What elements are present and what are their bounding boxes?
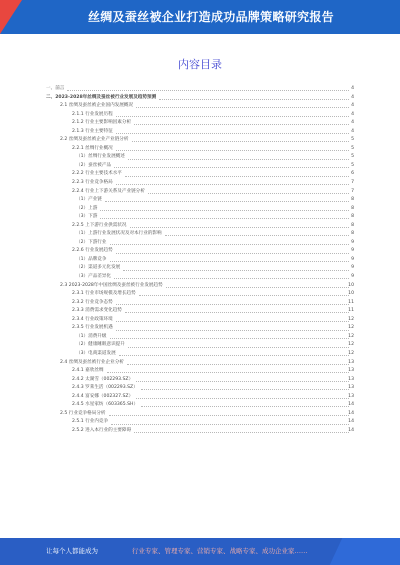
toc-entry[interactable]: [46, 196, 354, 205]
toc-leader-dots: [110, 338, 349, 339]
toc-entry-text: 2.3.5 行业发展机遇: [72, 325, 113, 331]
toc-page-number: 12: [348, 333, 354, 339]
toc-entry[interactable]: [46, 247, 354, 256]
toc-entry[interactable]: [46, 188, 354, 197]
toc-entry-text: （2）下游行业: [76, 239, 107, 245]
toc-page-number: 14: [348, 419, 354, 425]
toc-entry-text: （1）消费升级: [76, 333, 107, 339]
toc-page-number: 6: [351, 171, 354, 177]
toc-leader-dots: [130, 227, 349, 228]
toc-page-number: 5: [351, 154, 354, 160]
toc-entry-text: 2.3.4 行业政策环境: [72, 316, 113, 322]
toc-page-number: 8: [351, 222, 354, 228]
toc-leader-dots: [123, 270, 349, 271]
toc-leader-dots: [100, 210, 349, 211]
toc-page-number: 5: [351, 162, 354, 168]
toc-page-number: 13: [348, 385, 354, 391]
toc-entry-text: 2.4.3 罗莱生活（002293.SZ）: [72, 385, 138, 391]
toc-page-number: 9: [351, 274, 354, 280]
toc-entry-text: 2.3.1 行业市场规模及增长趋势: [72, 291, 136, 297]
toc-entry[interactable]: [46, 316, 354, 325]
toc-entry-text: 2.1 丝绸及蚕丝被企业国内发展概况: [60, 103, 134, 109]
toc-leader-dots: [136, 398, 349, 399]
toc-entry-text: 2.4.1 嘉欣丝绸: [72, 368, 104, 374]
toc-entry[interactable]: [46, 205, 354, 214]
toc-entry[interactable]: [46, 145, 354, 154]
toc-entry-text: （1）上游行业发展状况及对本行业的影响: [76, 231, 162, 237]
toc-entry-text: 2.4.5 水星家纺（603365.SH）: [72, 402, 139, 408]
toc-leader-dots: [116, 184, 349, 185]
toc-entry[interactable]: [46, 290, 354, 299]
toc-page-number: 4: [351, 94, 354, 100]
toc-page-number: 7: [351, 180, 354, 186]
toc-entry-text: （1）产业链: [76, 197, 102, 203]
toc-leader-dots: [109, 415, 349, 416]
toc-page-number: 8: [351, 214, 354, 220]
toc-entry-text: （2）健康睡眠意识提升: [76, 342, 125, 348]
toc-page-number: 14: [348, 410, 354, 416]
toc-page-number: 10: [348, 291, 354, 297]
toc-entry-text: 2.1.3 行业主要特征: [72, 128, 113, 134]
toc-entry-text: 2.2.4 行业上下游关系及产业链分析: [72, 188, 145, 194]
toc-leader-dots: [116, 304, 349, 305]
toc-entry-text: （2）上游: [76, 205, 98, 211]
toc-entry-text: 一、前言: [46, 86, 65, 91]
toc-entry-text: 2.5.1 行业内竞争: [72, 419, 109, 425]
toc-page-number: 4: [351, 103, 354, 109]
toc-entry-text: （1）丝绸行业发展概述: [76, 154, 125, 160]
toc-entry-text: 2.3 2023-2028年中国丝绸及蚕丝被行业发展趋势: [60, 282, 163, 288]
toc-entry[interactable]: [46, 307, 354, 316]
footer-slogan: 让每个人都能成为: [46, 547, 98, 555]
toc-leader-dots: [134, 124, 349, 125]
toc-entry[interactable]: [46, 162, 354, 171]
toc-leader-dots: [100, 218, 349, 219]
toc-entry-text: 2.2 丝绸及蚕丝被企业产业链分析: [60, 137, 129, 143]
toc-entry[interactable]: [46, 418, 354, 427]
toc-leader-dots: [139, 295, 349, 296]
toc-entry[interactable]: [46, 299, 354, 308]
toc-page-number: 12: [348, 316, 354, 322]
toc-entry-text: （1）品牌竞争: [76, 256, 107, 262]
toc-entry[interactable]: [46, 119, 354, 128]
toc-entry[interactable]: [46, 410, 354, 419]
toc-leader-dots: [141, 389, 349, 390]
toc-leader-dots: [105, 201, 349, 202]
toc-entry[interactable]: [46, 153, 354, 162]
toc-entry[interactable]: [46, 102, 354, 111]
toc-page-number: 9: [351, 256, 354, 262]
toc-leader-dots: [110, 261, 349, 262]
toc-page-number: 4: [351, 86, 354, 91]
toc-entry-text: （3）下游: [76, 214, 98, 220]
toc-page-number: 8: [351, 231, 354, 237]
toc-entry[interactable]: [46, 401, 354, 410]
toc-entry[interactable]: [46, 136, 354, 145]
toc-entry[interactable]: [46, 273, 354, 282]
toc-page-number: 9: [351, 265, 354, 271]
toc-page-number: 9: [351, 239, 354, 245]
toc-leader-dots: [125, 176, 349, 177]
toc-leader-dots: [116, 253, 349, 254]
toc-entry-text: 2.2.6 行业发展趋势: [72, 248, 113, 254]
toc-entry[interactable]: [46, 350, 354, 359]
toc-leader-dots: [127, 364, 349, 365]
toc-entry-text: 2.4 丝绸及蚕丝被行业企业分析: [60, 359, 124, 365]
toc-leader-dots: [128, 159, 349, 160]
toc-entry-text: （3）产品差异化: [76, 274, 112, 280]
toc-leader-dots: [165, 235, 349, 236]
toc-page-number: 11: [348, 299, 354, 305]
toc-entry[interactable]: [46, 324, 354, 333]
toc-entry-text: 2.1.1 行业发展历程: [72, 111, 113, 117]
toc-page-number: 14: [348, 402, 354, 408]
toc-leader-dots: [166, 287, 349, 288]
toc-leader-dots: [111, 424, 349, 425]
table-of-contents: [46, 85, 354, 435]
toc-entry-text: （2）蚕丝被产品: [76, 162, 112, 168]
toc-leader-dots: [132, 141, 349, 142]
toc-entry[interactable]: [46, 170, 354, 179]
toc-page-number: 5: [351, 137, 354, 143]
toc-entry[interactable]: [46, 256, 354, 265]
toc-page-number: 8: [351, 205, 354, 211]
toc-leader-dots: [148, 193, 349, 194]
toc-leader-dots: [114, 167, 349, 168]
toc-entry-text: 2.2.5 上下游行业供需状况: [72, 222, 127, 228]
toc-leader-dots: [67, 90, 349, 91]
toc-entry-text: 2.4.2 太湖雪（002293.SZ）: [72, 376, 134, 382]
toc-entry[interactable]: [46, 376, 354, 385]
toc-entry[interactable]: [46, 384, 354, 393]
toc-leader-dots: [116, 150, 349, 151]
toc-entry-text: （2）渠道多元化发展: [76, 265, 121, 271]
toc-entry[interactable]: [46, 94, 354, 103]
toc-page-number: 10: [348, 282, 354, 288]
toc-entry[interactable]: [46, 393, 354, 402]
toc-leader-dots: [119, 355, 349, 356]
toc-leader-dots: [136, 381, 349, 382]
toc-entry[interactable]: [46, 282, 354, 291]
toc-page-number: 12: [348, 350, 354, 356]
toc-entry-text: 2.3.3 消费需求变化趋势: [72, 308, 122, 314]
toc-page-number: 4: [351, 128, 354, 134]
toc-page-number: 8: [351, 197, 354, 203]
toc-leader-dots: [116, 116, 349, 117]
toc-page-number: 11: [348, 308, 354, 314]
toc-entry[interactable]: [46, 333, 354, 342]
toc-entry-text: 2.2.2 行业主要技术水平: [72, 171, 122, 177]
header-red-corner: [0, 0, 22, 34]
footer-stripe: [330, 538, 400, 565]
toc-entry[interactable]: [46, 111, 354, 120]
footer-bar: [0, 538, 400, 565]
toc-page-number: 5: [351, 145, 354, 151]
report-header-bar: [0, 0, 400, 34]
toc-leader-dots: [116, 133, 349, 134]
toc-entry-text: 2.1.2 行业主要影响因素分析: [72, 120, 132, 126]
toc-page-number: 14: [348, 427, 354, 433]
toc-page-number: 13: [348, 393, 354, 399]
toc-page-number: 12: [348, 342, 354, 348]
toc-entry-text: 2.4.4 富安娜（002327.SZ）: [72, 393, 134, 399]
footer-expert-list: 行业专家、管理专家、营销专家、战略专家、成功企业家……: [132, 547, 308, 555]
toc-page-number: 13: [348, 359, 354, 365]
toc-page-number: 4: [351, 111, 354, 117]
toc-leader-dots: [128, 347, 349, 348]
toc-entry[interactable]: [46, 367, 354, 376]
toc-leader-dots: [114, 278, 349, 279]
toc-entry[interactable]: [46, 359, 354, 368]
toc-entry-text: 2.2.3 行业竞争格局: [72, 180, 113, 186]
toc-entry[interactable]: [46, 264, 354, 273]
toc-entry[interactable]: [46, 128, 354, 137]
toc-page-number: 9: [351, 248, 354, 254]
toc-entry[interactable]: [46, 230, 354, 239]
toc-leader-dots: [116, 321, 349, 322]
toc-entry-text: 二、2023-2028年丝绸及蚕丝被行业发展及趋势预测: [46, 94, 157, 100]
toc-entry-text: 2.3.2 行业竞争态势: [72, 299, 113, 305]
toc-page-number: 13: [348, 368, 354, 374]
toc-heading: 内容目录: [178, 58, 222, 71]
toc-leader-dots: [110, 244, 349, 245]
toc-entry-text: （3）电商渠道发展: [76, 350, 116, 356]
toc-entry[interactable]: [46, 222, 354, 231]
toc-entry-text: 2.2.1 丝绸行业概况: [72, 145, 113, 151]
toc-leader-dots: [159, 99, 349, 100]
toc-page-number: 4: [351, 120, 354, 126]
toc-page-number: 7: [351, 188, 354, 194]
toc-leader-dots: [136, 107, 349, 108]
toc-entry[interactable]: [46, 213, 354, 222]
toc-entry[interactable]: [46, 179, 354, 188]
toc-leader-dots: [125, 312, 349, 313]
toc-leader-dots: [134, 432, 349, 433]
toc-entry[interactable]: [46, 85, 354, 94]
toc-entry[interactable]: [46, 239, 354, 248]
toc-entry[interactable]: [46, 341, 354, 350]
toc-page-number: 12: [348, 325, 354, 331]
toc-leader-dots: [141, 406, 349, 407]
toc-entry-text: 2.5 行业竞争格局分析: [60, 410, 106, 416]
toc-leader-dots: [116, 330, 349, 331]
toc-page-number: 13: [348, 376, 354, 382]
toc-entry-text: 2.5.2 进入本行业的主要障碍: [72, 427, 132, 433]
toc-entry[interactable]: [46, 427, 354, 436]
toc-leader-dots: [107, 372, 349, 373]
report-title: 丝绸及蚕丝被企业打造成功品牌策略研究报告: [87, 10, 334, 24]
